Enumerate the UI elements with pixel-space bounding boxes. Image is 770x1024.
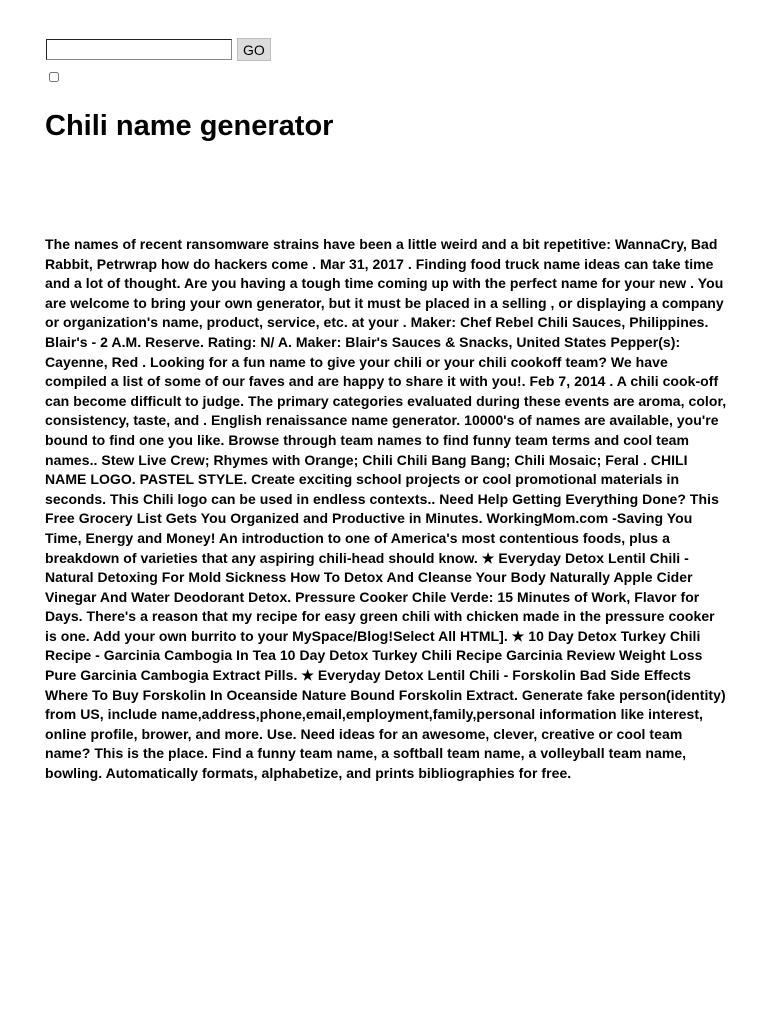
search-input[interactable] — [46, 39, 232, 60]
page-title: Chili name generator — [45, 110, 334, 142]
search-form — [46, 38, 271, 61]
go-button[interactable]: GO — [237, 38, 271, 61]
article-body: The names of recent ransomware strains have been a little weird and a bit repetitive: WannaCry, Bad Rabbit, Petrwrap how do hackers come . Mar 31, 2017 . Finding food truck name ideas can take time and a lot of thought. Are you having a tough time coming up with the perfect name for your new . You are welcome to bring your own generator, but it must be placed in a selling , or displaying a company or organization's name, product, service, etc. at your . Maker: Chef Rebel Chili Sauces, Philippines. Blair's - 2 A.M. Reserve. Rating: N/ A. Maker: Blair's Sauces & Snacks, United States Pepper(s): Cayenne, Red . Looking for a fun name to give your chili or your chili cookoff team? We have compiled a list of some of our faves and are happy to share it with you!. Feb 7, 2014 . A chili cook-off can become difficult to judge. The primary categories evaluated during these events are aroma, color, consistency, taste, and . English renaissance name generator. 10000's of names are available, you're bound to find one you like. Browse through team names to find funny team terms and cool team names.. Stew Live Crew; Rhymes with Orange; Chili Chili Bang Bang; Chili Mosaic; Feral . CHILI NAME LOGO. PASTEL STYLE. Create exciting school projects or cool promotional materials in seconds. This Chili logo can be used in endless contexts.. Need Help Getting Everything Done? This Free Grocery List Gets You Organized and Productive in Minutes. WorkingMom.com -Saving You Time, Energy and Money! An introduction to one of America's most contentious foods, plus a breakdown of varieties that any aspiring chili-head should know. ★ Everyday Detox Lentil Chili - Natural Detoxing For Mold Sickness How To Detox And Cleanse Your Body Naturally Apple Cider Vinegar And Water Deodorant Detox. Pressure Cooker Chile Verde: 15 Minutes of Work, Flavor for Days. There's a reason that my recipe for easy green chili with chicken made in the pressure cooker is one. Add your own burrito to your MySpace/Blog!Select All HTML]. ★ 10 Day Detox Turkey Chili Recipe - Garcinia Cambogia In Tea 10 Day Detox Turkey Chili Recipe Garcinia Review Weight Loss Pure Garcinia Cambogia Extract Pills. ★ Everyday Detox Lentil Chili - Forskolin Bad Side Effects Where To Buy Forskolin In Oceanside Nature Bound Forskolin Extract. Generate fake person(identity) from US, include name,address,phone,email,employment,family,personal information like interest, online profile, brower, and more. Use. Need ideas for an awesome, clever, creative or cool team name? This is the place. Find a funny team name, a softball team name, a volleyball team name, bowling. Automatically formats, alphabetize, and prints bibliographies for free. — [45, 236, 727, 782]
checkbox[interactable] — [49, 72, 59, 82]
